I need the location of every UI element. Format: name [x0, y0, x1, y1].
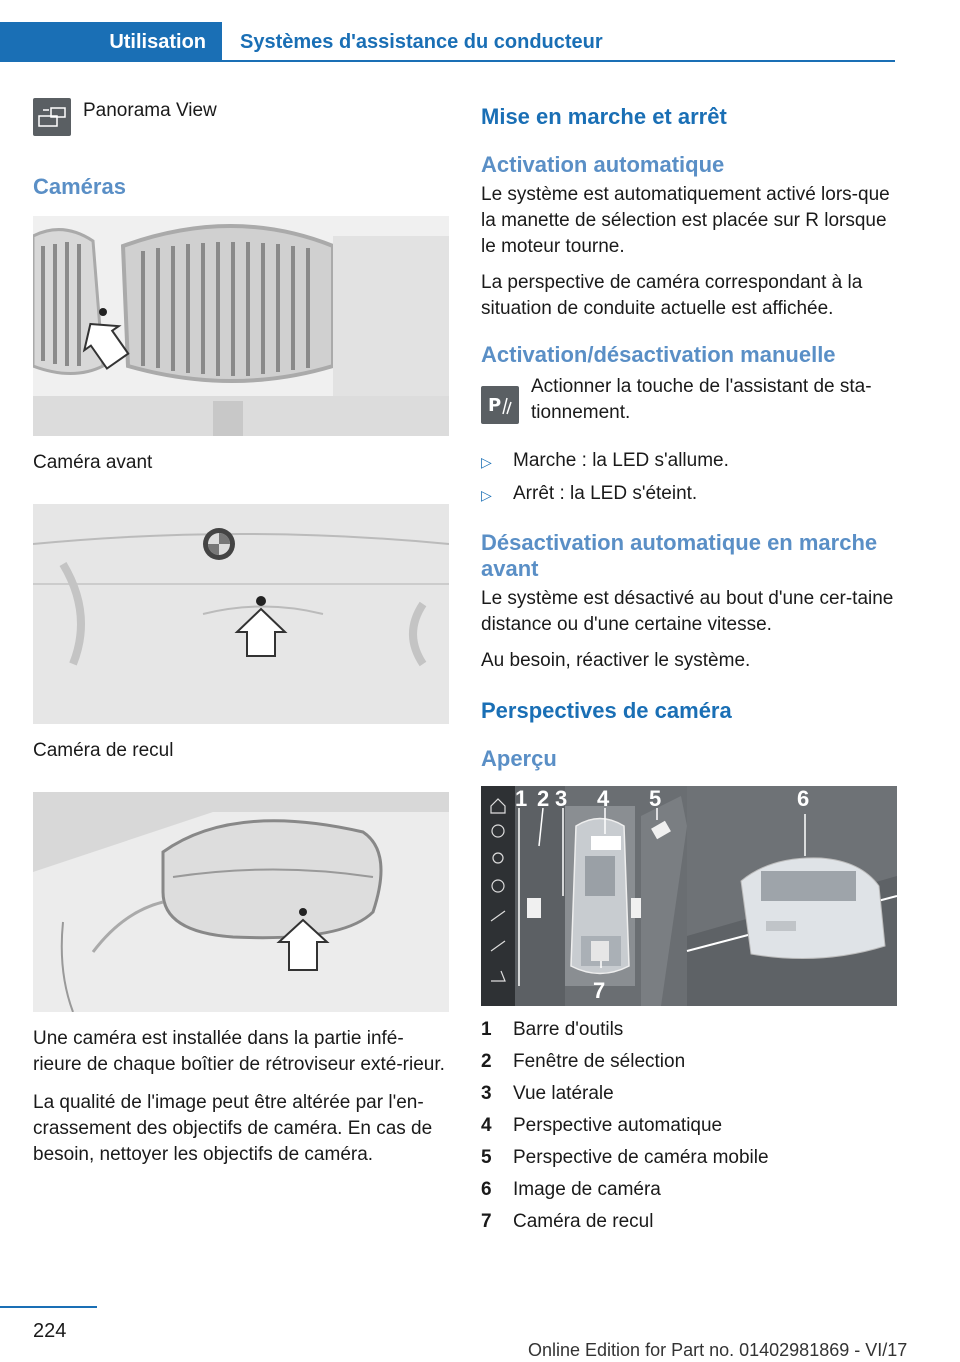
- figure-legend: [481, 1014, 897, 1238]
- left-column: [33, 98, 449, 1168]
- camera-overview-figure: [481, 786, 897, 1006]
- perspectives-heading: Perspectives de caméra: [481, 698, 732, 723]
- figure-label-4: 4: [597, 786, 610, 811]
- panorama-view-icon: [33, 98, 71, 136]
- rear-camera-image: [33, 504, 449, 724]
- footer-divider: [0, 1306, 97, 1308]
- legend-number: 2: [481, 1051, 492, 1072]
- bullet-on: ▷ Marche : la LED s'allume.: [481, 448, 897, 475]
- auto-activation-text-1: Le système est automatiquement activé lors-que la manette de sélection est placée sur R lorsque le moteur tourne.: [481, 184, 890, 257]
- legend-text: Fenêtre de sélection: [513, 1051, 686, 1072]
- header-divider: [222, 60, 895, 62]
- auto-deactivation-text-1: Le système est désactivé au bout d'une cer-taine distance ou d'une certaine vitesse.: [481, 588, 894, 635]
- mirror-camera-image: [33, 792, 449, 1012]
- legend-item: [481, 1046, 897, 1078]
- edition-text: Online Edition for Part no. 01402981869 - VI/17: [528, 1340, 908, 1360]
- camera-quality-text: La qualité de l'image peut être altérée par l'en-crassement des objectifs de caméra. En cas de besoin, nettoyer les objectifs de caméra.: [33, 1092, 433, 1165]
- auto-deactivation-heading: Désactivation automatique en marche avant: [481, 530, 878, 581]
- front-camera-caption: Caméra avant: [33, 452, 153, 473]
- legend-item: [481, 1174, 897, 1206]
- panorama-view-label: Panorama View: [83, 100, 217, 121]
- overview-heading: Aperçu: [481, 746, 557, 771]
- legend-text: Caméra de recul: [513, 1211, 654, 1232]
- front-camera-image: [33, 216, 449, 436]
- mirror-camera-text: Une caméra est installée dans la partie infé-rieure de chaque boîtier de rétroviseur exté-rieur.: [33, 1028, 445, 1075]
- section-tab[interactable]: Utilisation: [0, 22, 222, 62]
- legend-item: [481, 1110, 897, 1142]
- legend-number: 5: [481, 1147, 492, 1168]
- bullet-off: ▷ Arrêt : la LED s'éteint.: [481, 481, 897, 508]
- legend-text: Perspective automatique: [513, 1115, 723, 1136]
- legend-item: [481, 1014, 897, 1046]
- legend-item: [481, 1206, 897, 1238]
- manual-activation-text: Actionner la touche de l'assistant de sta-tionnement.: [531, 376, 872, 423]
- figure-label-7: 7: [593, 978, 606, 1003]
- figure-label-2: 2: [537, 786, 550, 811]
- right-column: [481, 98, 897, 1238]
- auto-activation-text-2: La perspective de caméra correspondant à la situation de conduite actuelle est affichée.: [481, 272, 863, 319]
- figure-label-6: 6: [797, 786, 810, 811]
- legend-number: 3: [481, 1083, 492, 1104]
- legend-number: 6: [481, 1179, 492, 1200]
- svg-text:P: P: [488, 395, 502, 416]
- legend-text: Image de caméra: [513, 1179, 661, 1200]
- chapter-header: [0, 22, 895, 62]
- auto-deactivation-text-2: Au besoin, réactiver le système.: [481, 650, 751, 671]
- figure-label-3: 3: [555, 786, 568, 811]
- triangle-bullet-icon: ▷: [481, 487, 492, 503]
- legend-number: 7: [481, 1211, 492, 1232]
- manual-activation-heading: Activation/désactivation manuelle: [481, 342, 836, 367]
- triangle-bullet-icon: ▷: [481, 454, 492, 470]
- page-number: 224: [33, 1320, 67, 1342]
- on-off-heading: Mise en marche et arrêt: [481, 104, 727, 129]
- legend-text: Perspective de caméra mobile: [513, 1147, 769, 1168]
- parking-assistant-button-icon: [481, 386, 519, 424]
- legend-item: [481, 1078, 897, 1110]
- legend-number: 1: [481, 1019, 492, 1040]
- rear-camera-caption: Caméra de recul: [33, 740, 174, 761]
- figure-label-1: 1: [515, 786, 528, 811]
- cameras-heading: Caméras: [33, 174, 126, 199]
- auto-activation-heading: Activation automatique: [481, 152, 725, 177]
- legend-text: Vue latérale: [513, 1083, 614, 1104]
- subsection-tab[interactable]: Systèmes d'assistance du conducteur: [240, 30, 603, 53]
- legend-text: Barre d'outils: [513, 1019, 624, 1040]
- figure-label-5: 5: [649, 786, 662, 811]
- legend-item: [481, 1142, 897, 1174]
- legend-number: 4: [481, 1115, 492, 1136]
